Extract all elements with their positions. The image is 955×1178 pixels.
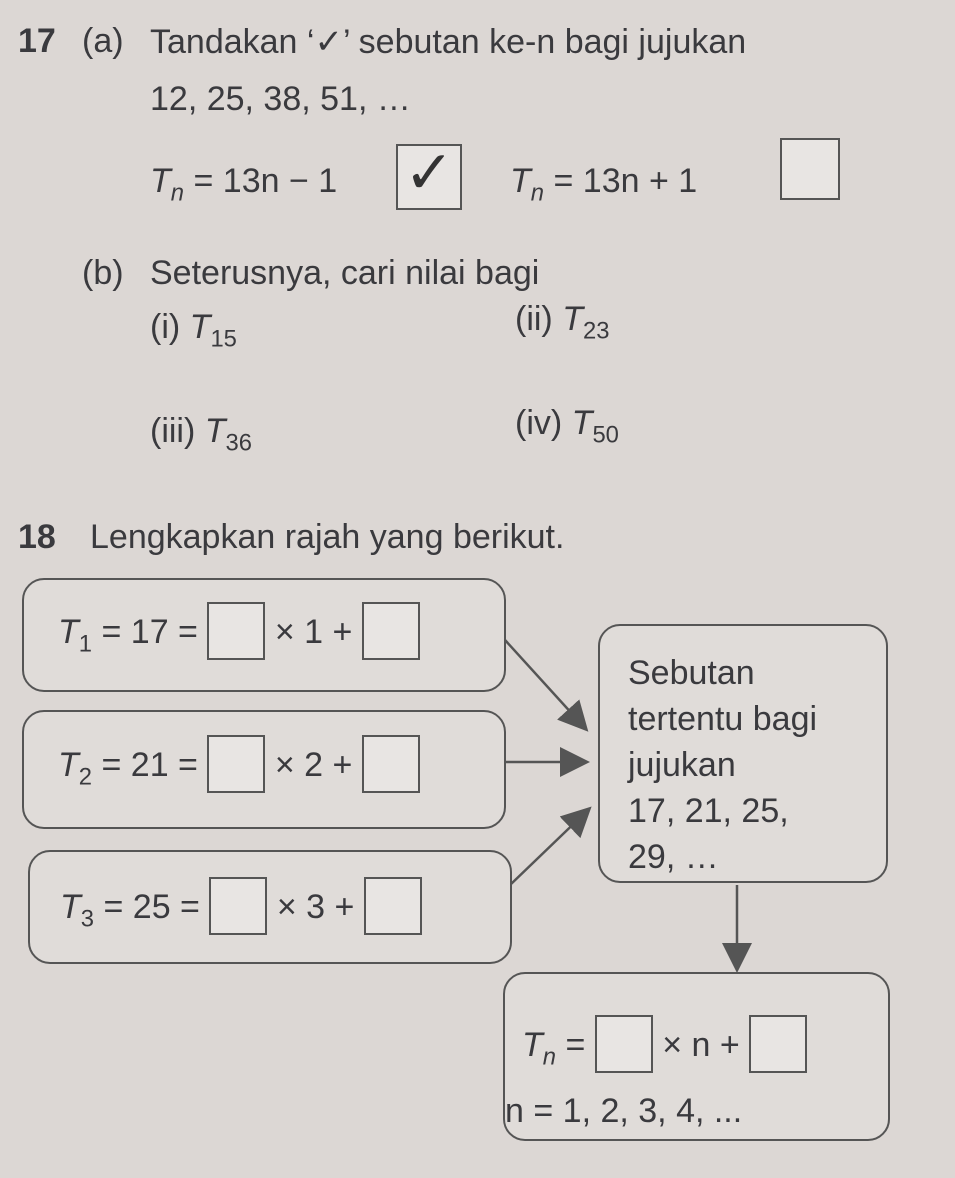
q18-row1-equation: $T_1 = 17$ = × 1 + <box>58 605 420 663</box>
q17-option1-formula: $T_n = 13n - 1$ <box>150 162 338 207</box>
q17-item-iv: (iv) $T_{50}$ <box>515 404 619 449</box>
q18-instruction: Lengkapkan rajah yang berikut. <box>90 518 565 556</box>
q18-row3-box1[interactable] <box>209 877 267 935</box>
q18-row1-box2[interactable] <box>362 602 420 660</box>
q18-general-equation: $T_n$ = × n + <box>522 1018 807 1076</box>
q18-row2-equation: $T_2 = 21$ = × 2 + <box>58 738 420 796</box>
q17-sequence: 12, 25, 38, 51, … <box>150 80 411 118</box>
q17-part-a-label: (a) <box>82 22 124 60</box>
q18-row2-box1[interactable] <box>207 735 265 793</box>
q17-instruction: Tandakan ‘✓’ sebutan ke-n bagi jujukan <box>150 23 747 61</box>
checkmark-icon: ✓ <box>404 139 455 206</box>
q18-n-values: n = 1, 2, 3, 4, ... <box>505 1092 743 1130</box>
q18-general-box1[interactable] <box>595 1015 653 1073</box>
arrow-row3 <box>510 810 588 885</box>
q17-part-b-label: (b) <box>82 254 124 292</box>
q18-row3-box2[interactable] <box>364 877 422 935</box>
q17-item-i: (i) $T_{15}$ <box>150 308 237 353</box>
q17-option1-checkbox[interactable] <box>396 139 462 210</box>
q18-sequence-text: Sebutan tertentu bagi jujukan 17, 21, 25, 29, … <box>628 654 818 876</box>
q18-number: 18 <box>18 518 56 556</box>
q17-option2-checkbox[interactable] <box>780 138 840 200</box>
q17-option2-formula: $T_n = 13n + 1$ <box>510 162 698 207</box>
q18-general-box2[interactable] <box>749 1015 807 1073</box>
q18-row1-box1[interactable] <box>207 602 265 660</box>
q17-part-b-text: Seterusnya, cari nilai bagi <box>150 254 540 292</box>
q18-row2-box2[interactable] <box>362 735 420 793</box>
q18-row3-equation: $T_3 = 25$ = × 3 + <box>60 880 422 938</box>
q17-item-ii: (ii) $T_{23}$ <box>515 300 610 345</box>
arrow-row1 <box>505 640 585 728</box>
q17-item-iii: (iii) $T_{36}$ <box>150 412 253 457</box>
q17-number: 17 <box>18 22 56 60</box>
